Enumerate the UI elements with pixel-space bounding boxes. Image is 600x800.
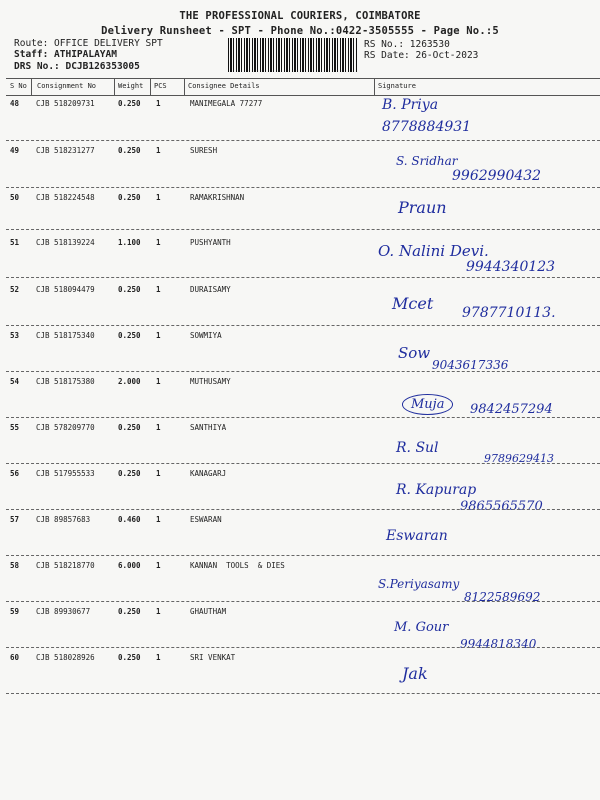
header-bottom-rule: [6, 95, 600, 96]
row-divider: [6, 371, 600, 372]
row-sno: 51: [10, 238, 20, 247]
row-weight: 0.250: [118, 653, 141, 662]
row-weight: 0.250: [118, 469, 141, 478]
rs-number: RS No.: 1263530: [364, 39, 450, 50]
row-sno: 58: [10, 561, 20, 570]
row-divider: [6, 555, 600, 556]
row-sno: 52: [10, 285, 20, 294]
signature-phone: 9944340123: [466, 259, 556, 275]
signature-phone: 8778884931: [382, 119, 472, 135]
row-consignee: SURESH: [190, 146, 218, 155]
col-divider: [31, 78, 32, 96]
row-sno: 57: [10, 515, 20, 524]
signature-name: S.Periyasamy: [378, 577, 460, 591]
row-divider: [6, 229, 600, 230]
row-consignment: CJB 518218770: [36, 561, 95, 570]
signature-phone: 9842457294: [470, 402, 553, 417]
row-divider: [6, 601, 600, 602]
row-pcs: 1: [156, 331, 161, 340]
row-divider: [6, 277, 600, 278]
row-consignment: CJB 89857683: [36, 515, 91, 524]
row-consignment: CJB 518139224: [36, 238, 95, 247]
col-divider: [150, 78, 151, 96]
runsheet-subtitle: Delivery Runsheet - SPT - Phone No.:0422-3505555 - Page No.:5: [101, 25, 499, 37]
signature-name: Praun: [398, 198, 447, 217]
col-weight: Weight: [118, 82, 144, 90]
row-weight: 6.000: [118, 561, 141, 570]
signature-phone: 9865565570: [460, 499, 543, 514]
col-pcs: PCS: [154, 82, 167, 90]
row-weight: 0.250: [118, 146, 141, 155]
signature-name: R. Sul: [396, 440, 439, 456]
staff-label: Staff: ATHIPALAYAM: [14, 49, 117, 60]
row-consignment: CJB 518175380: [36, 377, 95, 386]
company-title: THE PROFESSIONAL COURIERS, COIMBATORE: [179, 10, 421, 22]
row-consignee: SANTHIYA: [190, 423, 227, 432]
row-consignment: CJB 518224548: [36, 193, 95, 202]
row-divider: [6, 693, 600, 694]
row-sno: 48: [10, 99, 20, 108]
row-weight: 0.250: [118, 193, 141, 202]
row-pcs: 1: [156, 515, 161, 524]
row-sno: 50: [10, 193, 20, 202]
row-consignee: GHAUTHAM: [190, 607, 227, 616]
row-consignment: CJB 517955533: [36, 469, 95, 478]
row-sno: 53: [10, 331, 20, 340]
drs-label: DRS No.: DCJB126353005: [14, 61, 140, 72]
row-consignment: CJB 518175340: [36, 331, 95, 340]
signature-phone: 8122589692: [464, 590, 541, 604]
row-divider: [6, 463, 600, 464]
col-divider: [184, 78, 185, 96]
signature-phone: 9043617336: [432, 358, 509, 372]
row-sno: 55: [10, 423, 20, 432]
signature-name: Mcet: [392, 294, 434, 313]
row-consignment: CJB 518231277: [36, 146, 95, 155]
signature-phone: 9787710113.: [462, 305, 556, 321]
signature-name: Sow: [398, 344, 431, 362]
row-consignee: SRI VENKAT: [190, 653, 236, 662]
row-pcs: 1: [156, 146, 161, 155]
row-consignment: CJB 518028926: [36, 653, 95, 662]
row-sno: 56: [10, 469, 20, 478]
row-divider: [6, 417, 600, 418]
row-consignee: SOWMIYA: [190, 331, 222, 340]
row-divider: [6, 647, 600, 648]
col-divider: [114, 78, 115, 96]
row-divider: [6, 325, 600, 326]
row-consignment: CJB 518094479: [36, 285, 95, 294]
col-signature: Signature: [378, 82, 416, 90]
col-divider: [374, 78, 375, 96]
row-consignee: PUSHYANTH: [190, 238, 231, 247]
row-pcs: 1: [156, 99, 161, 108]
row-weight: 0.250: [118, 423, 141, 432]
row-pcs: 1: [156, 469, 161, 478]
row-pcs: 1: [156, 193, 161, 202]
row-pcs: 1: [156, 607, 161, 616]
table-row: [6, 99, 600, 145]
signature-name: Muja: [402, 394, 453, 415]
row-consignment: CJB 578209770: [36, 423, 95, 432]
row-sno: 59: [10, 607, 20, 616]
header-top-rule: [6, 78, 600, 79]
row-consignee: KANNAN TOOLS & DIES: [190, 561, 285, 570]
row-consignee: MANIMEGALA 77277: [190, 99, 263, 108]
row-pcs: 1: [156, 653, 161, 662]
row-divider: [6, 509, 600, 510]
row-sno: 49: [10, 146, 20, 155]
signature-name: Eswaran: [386, 528, 448, 544]
signature-name: O. Nalini Devi.: [378, 242, 489, 260]
row-consignee: MUTHUSAMY: [190, 377, 231, 386]
row-weight: 1.100: [118, 238, 141, 247]
col-consignment: Consignment No: [37, 82, 97, 90]
row-pcs: 1: [156, 285, 161, 294]
table-row: [6, 193, 600, 239]
route-label: Route: OFFICE DELIVERY SPT: [14, 38, 163, 49]
signature-name: B. Priya: [382, 97, 439, 113]
row-weight: 0.460: [118, 515, 141, 524]
row-pcs: 1: [156, 423, 161, 432]
row-sno: 60: [10, 653, 20, 662]
row-pcs: 1: [156, 561, 161, 570]
row-consignment: CJB 89930677: [36, 607, 91, 616]
row-divider: [6, 140, 600, 141]
signature-name: M. Gour: [394, 620, 449, 635]
signature-name: Jak: [402, 664, 428, 683]
row-sno: 54: [10, 377, 20, 386]
row-consignee: ESWARAN: [190, 515, 222, 524]
signature-phone: 9944818340: [460, 637, 537, 651]
col-consignee: Consignee Details: [188, 82, 260, 90]
row-weight: 0.250: [118, 99, 141, 108]
signature-phone: 9789629413: [484, 452, 554, 465]
rs-date: RS Date: 26-Oct-2023: [364, 50, 479, 61]
signature-name: R. Kapurap: [396, 482, 477, 498]
col-sno: S No: [10, 82, 27, 90]
signature-name: S. Sridhar: [396, 154, 458, 168]
row-divider: [6, 187, 600, 188]
row-consignee: KANAGARJ: [190, 469, 227, 478]
table-header: [6, 80, 600, 94]
barcode: [228, 38, 358, 72]
row-pcs: 1: [156, 238, 161, 247]
row-weight: 0.250: [118, 285, 141, 294]
row-consignee: RAMAKRISHNAN: [190, 193, 245, 202]
row-pcs: 1: [156, 377, 161, 386]
row-weight: 0.250: [118, 607, 141, 616]
signature-phone: 9962990432: [452, 168, 542, 184]
row-weight: 2.000: [118, 377, 141, 386]
row-consignment: CJB 518209731: [36, 99, 95, 108]
row-consignee: DURAISAMY: [190, 285, 231, 294]
row-weight: 0.250: [118, 331, 141, 340]
